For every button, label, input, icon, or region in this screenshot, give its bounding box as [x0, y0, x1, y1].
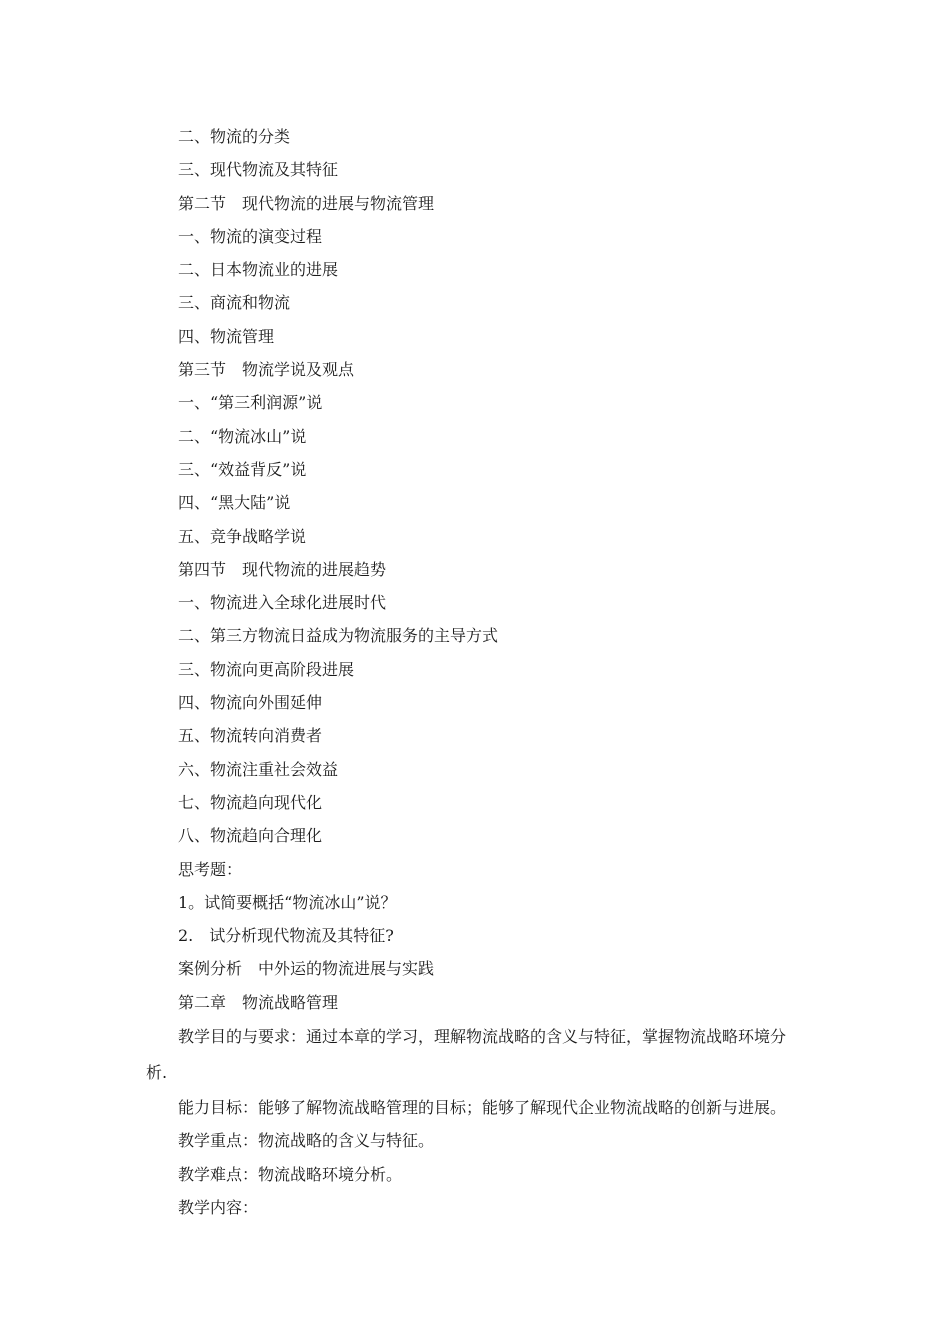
outline-line: 二、物流的分类 [178, 127, 291, 146]
outline-line: 五、物流转向消费者 [178, 726, 323, 746]
difficulty-line: 教学难点：物流战略环境分析。 [178, 1164, 403, 1184]
ability-goal-line: 能力目标：能够了解物流战略管理的目标；能够了解现代企业物流战略的创新与进展。 [178, 1098, 787, 1118]
outline-line: 八、物流趋向合理化 [178, 826, 323, 846]
outline-line: 三、商流和物流 [178, 293, 291, 313]
section-heading: 第二节 现代物流的进展与物流管理 [178, 193, 435, 213]
outline-line: 七、物流趋向现代化 [178, 792, 323, 812]
outline-line: 二、日本物流业的进展 [178, 260, 339, 280]
key-point-line: 教学重点：物流战略的含义与特征。 [178, 1131, 435, 1151]
outline-line: 二、第三方物流日益成为物流服务的主导方式 [178, 626, 499, 646]
outline-line: 一、“第三利润源”说 [178, 393, 323, 413]
section-heading: 第三节 物流学说及观点 [178, 360, 355, 380]
content-label: 教学内容： [178, 1197, 259, 1217]
section-heading: 第四节 现代物流的进展趋势 [178, 559, 387, 579]
questions-label: 思考题： [178, 859, 243, 879]
question-item: 1。试简要概括“物流冰山”说？ [178, 892, 397, 912]
outline-line: 一、物流的演变过程 [178, 226, 323, 246]
outline-line: 三、物流向更高阶段进展 [178, 659, 355, 679]
case-study-line: 案例分析 中外运的物流进展与实践 [178, 959, 435, 979]
outline-line: 三、“效益背反”说 [178, 459, 307, 479]
outline-line: 三、现代物流及其特征 [178, 160, 339, 180]
outline-line: 四、物流向外围延伸 [178, 693, 323, 713]
teaching-goal-paragraph: 教学目的与要求：通过本章的学习，理解物流战略的含义与特征，掌握物流战略环境分析. [146, 1027, 787, 1083]
outline-line: 四、物流管理 [178, 326, 275, 346]
outline-line: 五、竞争战略学说 [178, 526, 307, 546]
chapter-heading: 第二章 物流战略管理 [178, 992, 339, 1012]
outline-line: 六、物流注重社会效益 [178, 759, 339, 779]
outline-line: 一、物流进入全球化进展时代 [178, 593, 387, 613]
question-item: 2. 试分析现代物流及其特征? [178, 926, 394, 946]
document-body [146, 120, 806, 1224]
outline-line: 四、“黑大陆”说 [178, 493, 291, 513]
outline-line: 二、“物流冰山”说 [178, 426, 307, 446]
